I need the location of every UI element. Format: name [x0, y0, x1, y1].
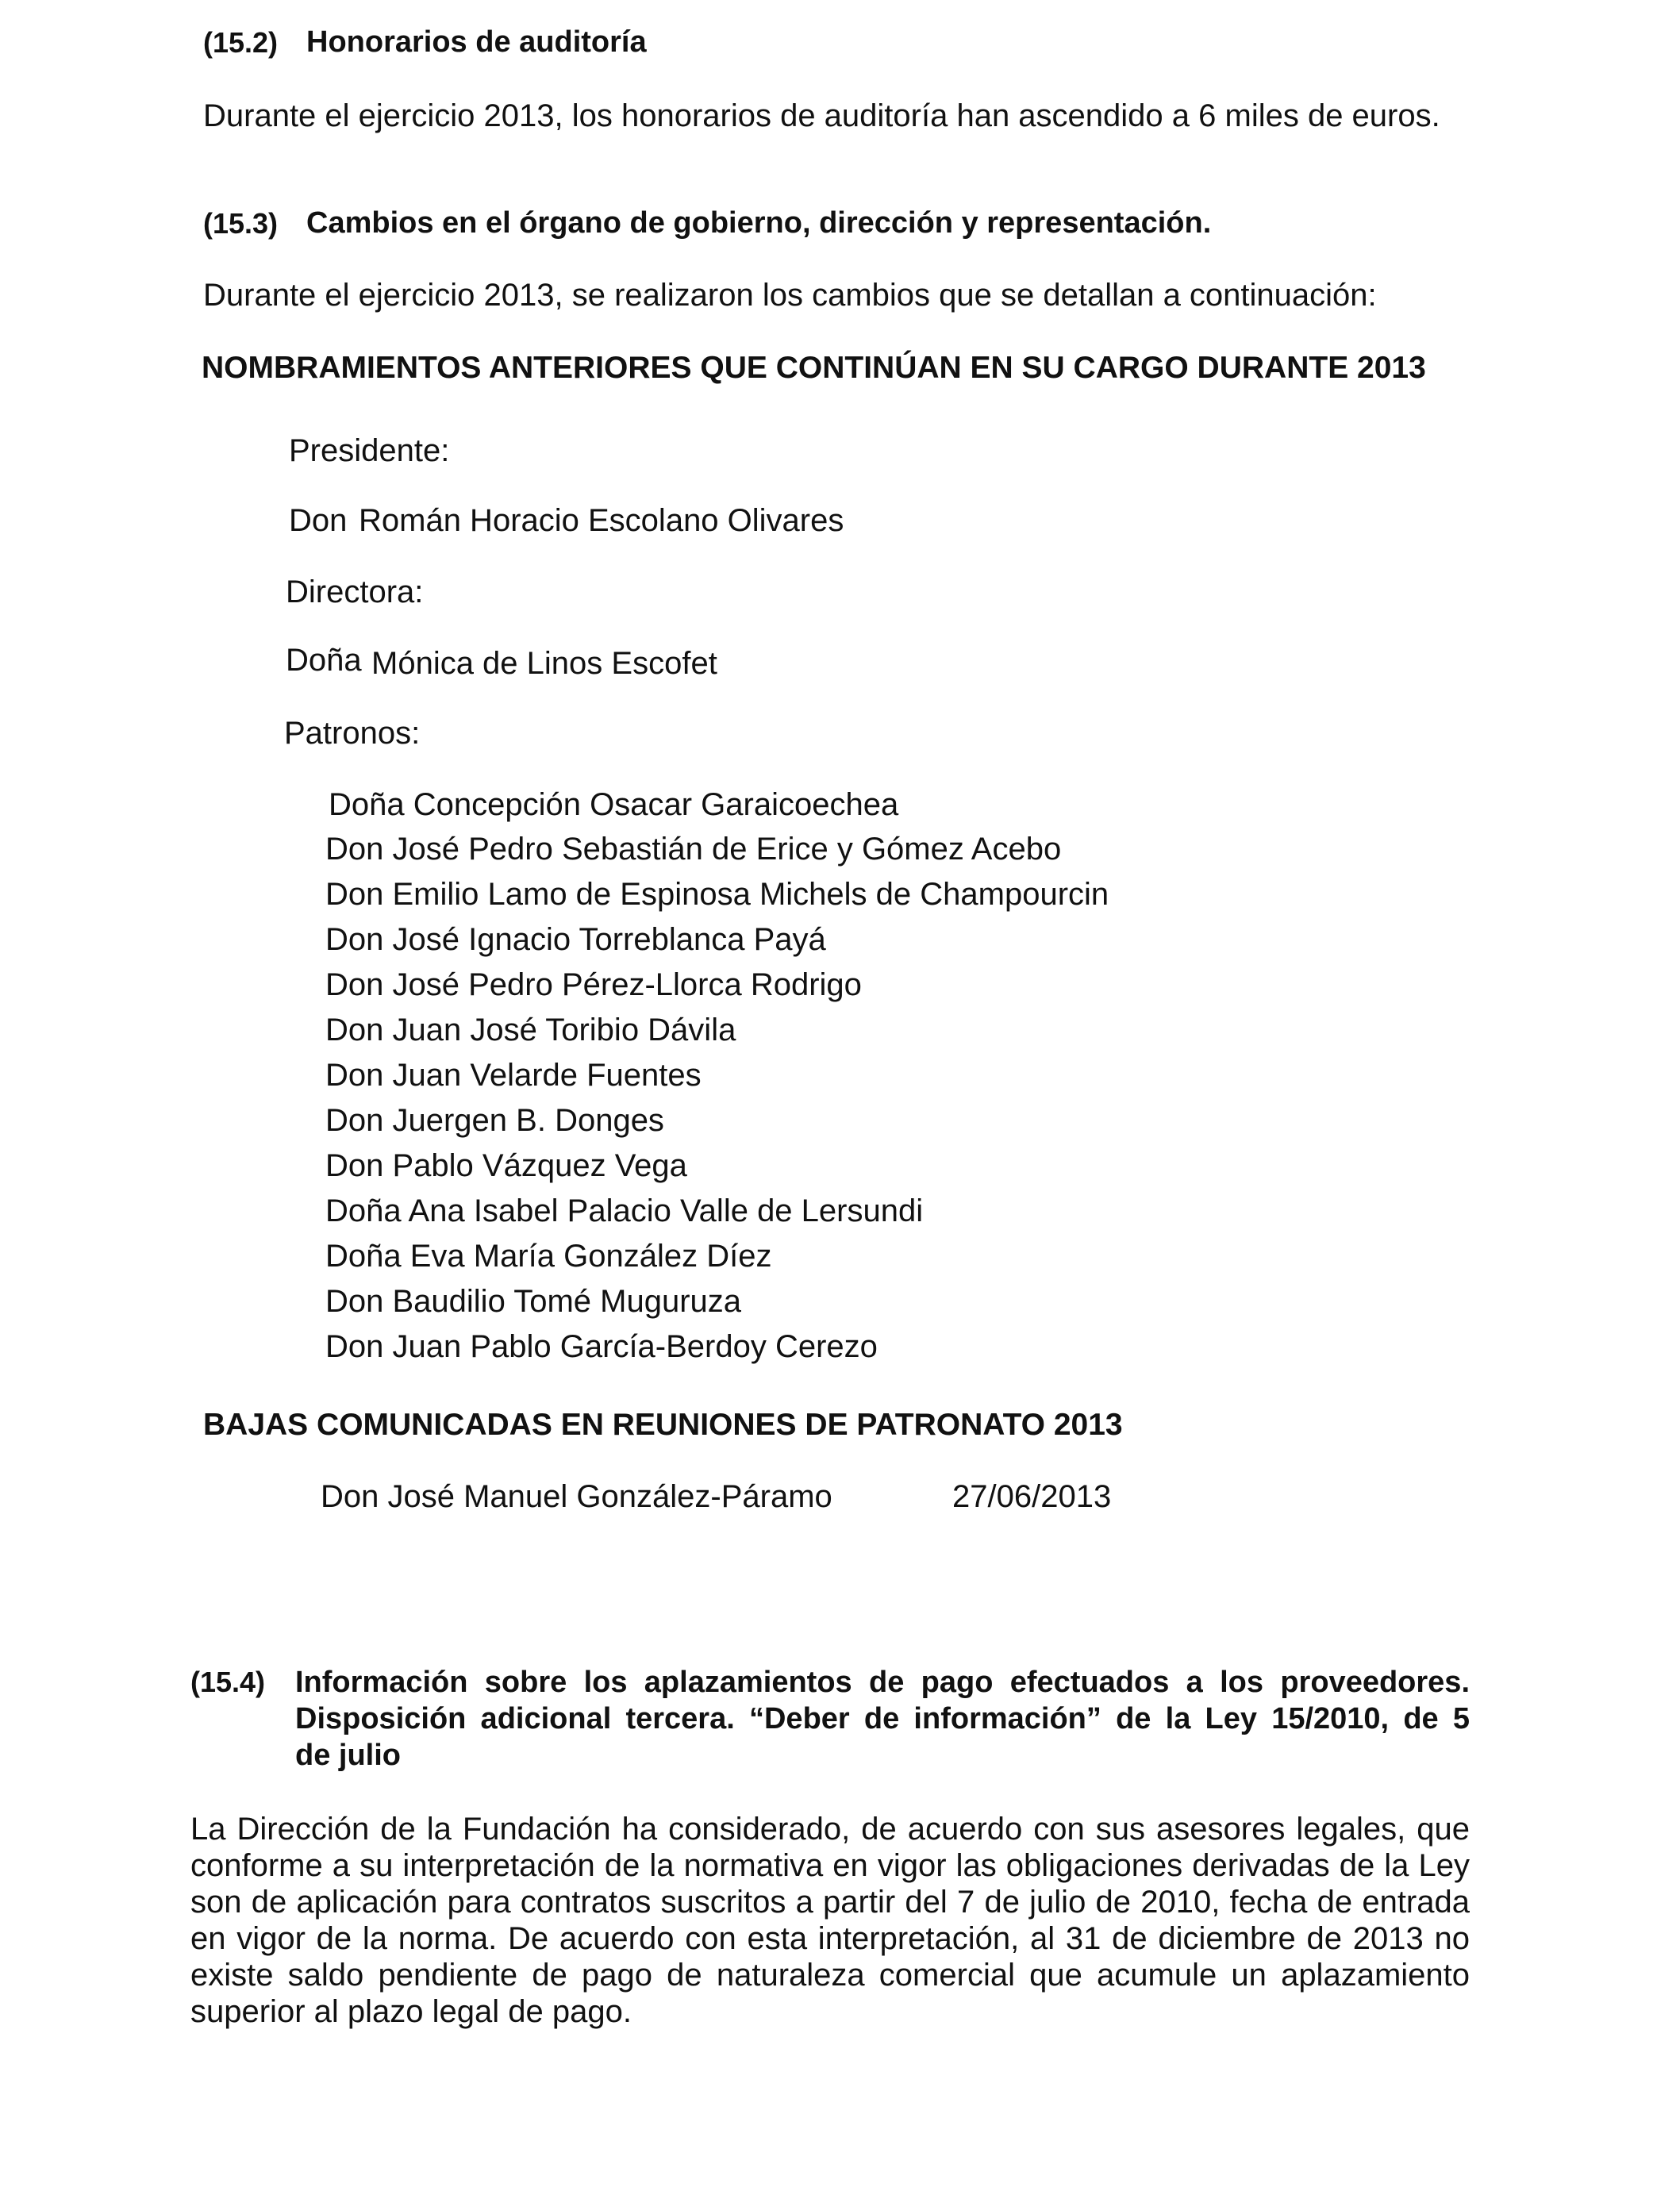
- patronos-label: Patronos:: [284, 716, 421, 751]
- list-item: Don Emilio Lamo de Espinosa Michels de Champourcin: [325, 877, 1109, 912]
- section-15-3-title: Cambios en el órgano de gobierno, dirección y representación.: [306, 206, 1212, 240]
- list-item: Don Pablo Vázquez Vega: [325, 1148, 687, 1183]
- directora-name: Mónica de Linos Escofet: [371, 646, 717, 681]
- list-item: Don José Pedro Pérez-Llorca Rodrigo: [325, 967, 862, 1002]
- list-item: Don Baudilio Tomé Muguruza: [325, 1284, 742, 1319]
- list-item: Don José Pedro Sebastián de Erice y Gómez Acebo: [325, 832, 1062, 867]
- section-15-2-number: (15.2): [203, 26, 279, 59]
- directora-label: Directora:: [286, 575, 424, 609]
- section-15-4-number: (15.4): [190, 1666, 266, 1698]
- section-15-2-text: Durante el ejercicio 2013, los honorarios de auditoría han ascendido a 6 miles de euros.: [203, 98, 1440, 133]
- nombramientos-heading: NOMBRAMIENTOS ANTERIORES QUE CONTINÚAN EN SU CARGO DURANTE 2013: [202, 351, 1426, 385]
- list-item: Doña Eva María González Díez: [325, 1239, 772, 1274]
- section-15-4-title-line: Disposición adicional tercera. “Deber de información” de la Ley 15/2010, de 5: [295, 1702, 1470, 1735]
- section-15-4-text: La Dirección de la Fundación ha considerado, de acuerdo con sus asesores legales, que conforme a su interpretación de la normativa en vigor las obligaciones derivadas de la Ley son de aplicación para contratos suscritos a partir del 7 de julio de 2010, fecha de entrada en vigor de la norma. De acuerdo con esta interpretación, al 31 de diciembre de 2013 no existe saldo pendiente de pago de naturaleza comercial que acumule un aplazamiento superior al plazo legal de pago.: [190, 1812, 1470, 2029]
- section-15-4-title-line: de julio: [295, 1739, 401, 1772]
- list-item: Don José Ignacio Torreblanca Payá: [325, 922, 826, 957]
- baja-name: Don José Manuel González-Páramo: [321, 1479, 832, 1514]
- presidente-title: Don: [289, 503, 348, 538]
- list-item: Doña Concepción Osacar Garaicoechea: [329, 787, 899, 822]
- list-item: Don Juergen B. Donges: [325, 1103, 664, 1138]
- list-item: Don Juan José Toribio Dávila: [325, 1013, 736, 1047]
- list-item: Don Juan Pablo García-Berdoy Cerezo: [325, 1329, 878, 1364]
- list-item: Doña Ana Isabel Palacio Valle de Lersundi: [325, 1193, 924, 1228]
- list-item: Don Juan Velarde Fuentes: [325, 1058, 702, 1093]
- section-15-3-number: (15.3): [203, 207, 279, 240]
- presidente-name: Román Horacio Escolano Olivares: [359, 503, 844, 538]
- section-15-2-title: Honorarios de auditoría: [306, 25, 647, 59]
- baja-date: 27/06/2013: [952, 1479, 1112, 1514]
- section-15-3-text: Durante el ejercicio 2013, se realizaron los cambios que se detallan a continuación:: [203, 278, 1377, 313]
- section-15-4-title-line: Información sobre los aplazamientos de pago efectuados a los proveedores.: [295, 1666, 1470, 1699]
- section-15-4-title: [295, 1664, 1470, 1774]
- presidente-label: Presidente:: [289, 433, 450, 468]
- bajas-heading: BAJAS COMUNICADAS EN REUNIONES DE PATRONATO 2013: [203, 1408, 1123, 1442]
- directora-title: Doña: [286, 643, 362, 678]
